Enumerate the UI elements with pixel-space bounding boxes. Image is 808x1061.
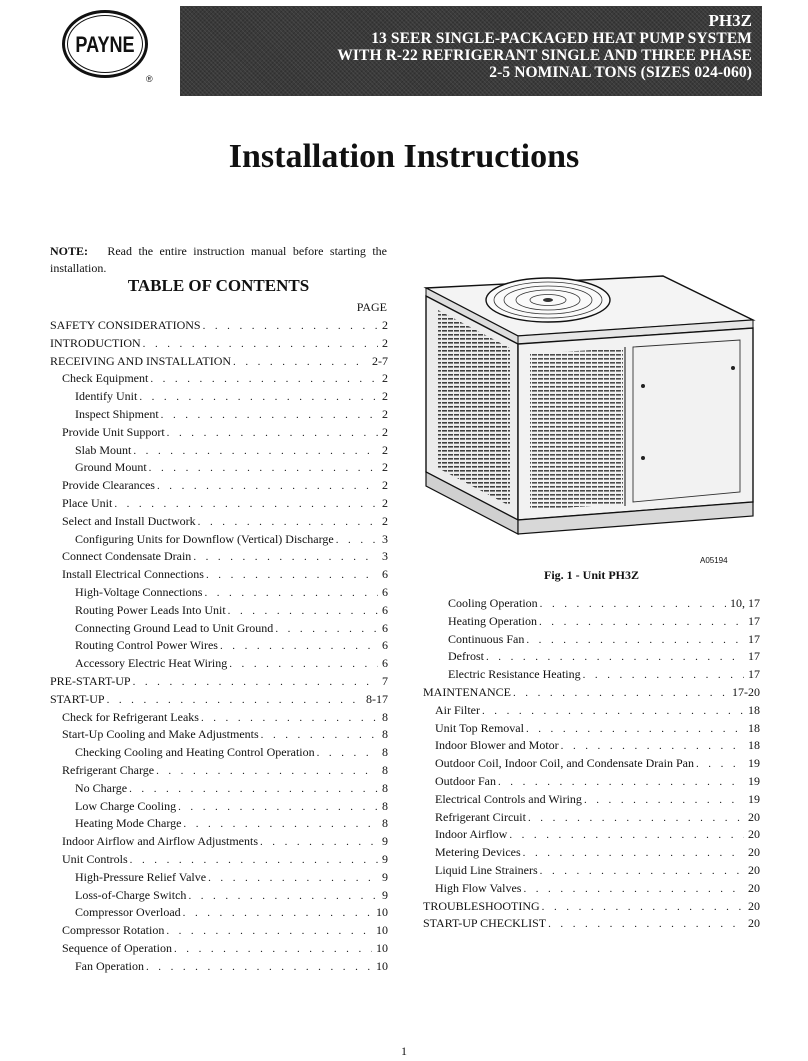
toc-dot-leader	[133, 676, 378, 688]
toc-dot-leader	[233, 356, 368, 368]
toc-entry-label: Refrigerant Circuit	[435, 809, 526, 824]
toc-entry-page: 8	[382, 709, 388, 724]
document-title: Installation Instructions	[228, 138, 580, 175]
toc-entry-page: 2	[382, 442, 388, 457]
toc-entry-page: 8	[382, 798, 388, 813]
toc-entry-label: Electric Resistance Heating	[448, 667, 581, 682]
toc-entry-high-pressure-relief-valve[interactable]	[50, 870, 388, 888]
toc-entry-page: 17	[748, 631, 760, 646]
toc-entry-check-for-refrigerant-leaks[interactable]	[50, 710, 388, 728]
toc-dot-leader	[548, 918, 744, 930]
toc-entry-unit-controls[interactable]	[50, 852, 388, 870]
toc-dot-leader	[156, 765, 378, 777]
toc-entry-label: Connect Condensate Drain	[62, 549, 192, 564]
toc-dot-leader	[482, 705, 744, 717]
toc-entry-label: Check for Refrigerant Leaks	[62, 709, 199, 724]
toc-entry-outdoor-coil-indoor-coil-and-condensate-drain-pan[interactable]	[423, 756, 760, 774]
toc-entry-label: Metering Devices	[435, 845, 521, 860]
product-banner	[180, 6, 762, 96]
toc-entry-install-electrical-connections[interactable]	[50, 567, 388, 585]
toc-dot-leader	[167, 427, 378, 439]
toc-dot-leader	[107, 694, 362, 706]
toc-entry-heating-mode-charge[interactable]	[50, 816, 388, 834]
toc-entry-page: 8	[382, 780, 388, 795]
toc-dot-leader	[540, 865, 744, 877]
toc-dot-leader	[114, 498, 378, 510]
toc-entry-unit-top-removal[interactable]	[423, 721, 760, 739]
toc-entry-connect-condensate-drain[interactable]	[50, 549, 388, 567]
toc-entry-continuous-fan[interactable]	[423, 632, 760, 650]
toc-entry-indoor-airflow-and-airflow-adjustments[interactable]	[50, 834, 388, 852]
toc-entry-page: 10	[376, 958, 388, 973]
toc-entry-outdoor-fan[interactable]	[423, 774, 760, 792]
toc-entry-start-up[interactable]	[50, 692, 388, 710]
toc-entry-page: 20	[748, 845, 760, 860]
toc-entry-page: 2	[382, 495, 388, 510]
toc-entry-page: 8	[382, 762, 388, 777]
toc-entry-label: High Flow Valves	[435, 880, 522, 895]
toc-entry-page: 2	[382, 389, 388, 404]
toc-entry-heating-operation[interactable]	[423, 614, 760, 632]
banner-line-3: 2-5 NOMINAL TONS (SIZES 024-060)	[489, 64, 752, 81]
toc-entry-pre-start-up[interactable]	[50, 674, 388, 692]
toc-entry-check-equipment[interactable]	[50, 371, 388, 389]
toc-dot-leader	[139, 391, 378, 403]
toc-entry-label: Heating Operation	[448, 613, 537, 628]
toc-entry-page: 2	[382, 318, 388, 332]
toc-entry-label: Refrigerant Charge	[62, 762, 155, 777]
toc-entry-page: 2-7	[372, 353, 388, 368]
toc-dot-leader	[183, 818, 378, 830]
toc-entry-label: PRE-START-UP	[50, 673, 131, 688]
toc-entry-loss-of-charge-switch[interactable]	[50, 888, 388, 906]
toc-entry-receiving-and-installation[interactable]	[50, 354, 388, 372]
toc-entry-accessory-electric-heat-wiring[interactable]	[50, 656, 388, 674]
toc-entry-compressor-rotation[interactable]	[50, 923, 388, 941]
toc-entry-inspect-shipment[interactable]	[50, 407, 388, 425]
toc-entry-label: SAFETY CONSIDERATIONS	[50, 318, 201, 332]
toc-entry-start-up-cooling-and-make-adjustments[interactable]	[50, 727, 388, 745]
toc-entry-page: 2	[382, 424, 388, 439]
toc-entry-page: 8	[382, 745, 388, 760]
toc-entry-label: Liquid Line Strainers	[435, 862, 538, 877]
toc-entry-label: Unit Top Removal	[435, 720, 524, 735]
toc-entry-start-up-checklist[interactable]	[423, 916, 760, 934]
toc-entry-no-charge[interactable]	[50, 781, 388, 799]
toc-dot-leader	[539, 616, 744, 628]
toc-entry-page: 6	[382, 602, 388, 617]
banner-line-2: WITH R-22 REFRIGERANT SINGLE AND THREE PHASE	[337, 47, 752, 64]
toc-entry-page: 19	[748, 756, 760, 771]
toc-entry-page: 17	[748, 667, 760, 682]
toc-dot-leader	[133, 445, 378, 457]
toc-entry-label: High-Voltage Connections	[75, 584, 203, 599]
toc-dot-leader	[204, 587, 378, 599]
toc-entry-low-charge-cooling[interactable]	[50, 799, 388, 817]
toc-entry-page: 17-20	[732, 684, 760, 699]
toc-entry-label: Check Equipment	[62, 371, 149, 386]
toc-dot-leader	[203, 320, 378, 332]
toc-dot-leader	[336, 534, 378, 546]
toc-entry-page: 2	[382, 371, 388, 386]
toc-dot-leader	[583, 669, 744, 681]
model-number: PH3Z	[708, 11, 752, 30]
toc-entry-label: Start-Up Cooling and Make Adjustments	[62, 727, 259, 742]
toc-dot-leader	[183, 907, 372, 919]
toc-entry-page: 9	[382, 887, 388, 902]
note-text: Read the entire instruction manual before starting the installation.	[50, 244, 387, 275]
toc-dot-leader	[229, 658, 378, 670]
toc-entry-page: 3	[382, 531, 388, 546]
toc-heading: TABLE OF CONTENTS	[127, 276, 310, 295]
toc-entry-page: 6	[382, 620, 388, 635]
toc-entry-routing-power-leads-into-unit[interactable]	[50, 603, 388, 621]
toc-entry-indoor-blower-and-motor[interactable]	[423, 738, 760, 756]
toc-dot-leader	[206, 569, 378, 581]
toc-entry-page: 20	[748, 898, 760, 913]
toc-entry-label: High-Pressure Relief Valve	[75, 869, 207, 884]
toc-entry-page: 2	[382, 335, 388, 350]
toc-entry-page: 7	[382, 673, 388, 688]
toc-entry-indoor-airflow[interactable]	[423, 827, 760, 845]
toc-dot-leader	[317, 747, 378, 759]
toc-entry-label: Indoor Airflow	[435, 827, 508, 842]
toc-entry-label: Provide Unit Support	[62, 424, 165, 439]
toc-entry-identify-unit[interactable]	[50, 389, 388, 407]
unit-illustration	[418, 258, 766, 558]
toc-entry-page: 8	[382, 816, 388, 831]
toc-entry-label: Provide Clearances	[62, 478, 155, 493]
toc-page-column-label: PAGE	[356, 300, 387, 314]
toc-entry-page: 2	[382, 478, 388, 493]
toc-entry-label: Cooling Operation	[448, 596, 538, 610]
toc-entry-label: MAINTENANCE	[423, 684, 511, 699]
toc-entry-page: 18	[748, 702, 760, 717]
toc-entry-label: Air Filter	[435, 702, 480, 717]
toc-entry-introduction[interactable]	[50, 336, 388, 354]
toc-entry-page: 6	[382, 656, 388, 671]
toc-dot-leader	[542, 901, 744, 913]
toc-entry-provide-clearances[interactable]	[50, 478, 388, 496]
toc-entry-label: Electrical Controls and Wiring	[435, 791, 582, 806]
toc-entry-label: Ground Mount	[75, 460, 147, 475]
toc-entry-label: Unit Controls	[62, 851, 128, 866]
toc-entry-label: Low Charge Cooling	[75, 798, 177, 813]
toc-entry-label: Outdoor Coil, Indoor Coil, and Condensate Drain Pan	[435, 756, 694, 771]
toc-entry-label: Compressor Rotation	[62, 923, 165, 938]
toc-dot-leader	[561, 740, 744, 752]
toc-entry-page: 2	[382, 406, 388, 421]
toc-entry-label: Install Electrical Connections	[62, 567, 204, 582]
heat-pump-unit-drawing	[418, 258, 766, 558]
toc-entry-checking-cooling-and-heating-control-operation[interactable]	[50, 745, 388, 763]
toc-entry-page: 10	[376, 923, 388, 938]
toc-entry-compressor-overload[interactable]	[50, 905, 388, 923]
toc-entry-safety-considerations[interactable]	[50, 318, 388, 336]
toc-entry-label: Select and Install Ductwork	[62, 513, 196, 528]
toc-right-column	[423, 596, 760, 934]
toc-entry-page: 6	[382, 567, 388, 582]
toc-entry-page: 8	[382, 727, 388, 742]
toc-entry-label: Inspect Shipment	[75, 406, 159, 421]
toc-entry-page: 10, 17	[730, 596, 760, 610]
toc-entry-page: 10	[376, 940, 388, 955]
toc-entry-air-filter[interactable]	[423, 703, 760, 721]
toc-entry-routing-control-power-wires[interactable]	[50, 638, 388, 656]
toc-entry-page: 19	[748, 791, 760, 806]
toc-dot-leader	[526, 634, 744, 646]
toc-dot-leader	[528, 812, 744, 824]
toc-dot-leader	[166, 925, 372, 937]
toc-dot-leader	[486, 651, 744, 663]
toc-entry-label: Routing Control Power Wires	[75, 638, 218, 653]
toc-entry-label: Defrost	[448, 649, 484, 664]
toc-dot-leader	[188, 890, 378, 902]
toc-entry-select-and-install-ductwork[interactable]	[50, 514, 388, 532]
toc-dot-leader	[526, 723, 744, 735]
toc-entry-high-flow-valves[interactable]	[423, 881, 760, 899]
toc-dot-leader	[260, 836, 378, 848]
note	[50, 243, 387, 277]
toc-entry-label: Heating Mode Charge	[75, 816, 182, 831]
toc-entry-label: Indoor Blower and Motor	[435, 738, 559, 753]
figure-id: A05194	[700, 556, 728, 565]
toc-entry-configuring-units-for-downflow-vertical-discharge[interactable]	[50, 532, 388, 550]
toc-entry-page: 9	[382, 869, 388, 884]
toc-dot-leader	[198, 516, 378, 528]
toc-dot-leader	[540, 598, 726, 610]
toc-dot-leader	[146, 961, 372, 973]
toc-entry-liquid-line-strainers[interactable]	[423, 863, 760, 881]
toc-entry-label: Place Unit	[62, 495, 113, 510]
toc-entry-page: 20	[748, 862, 760, 877]
toc-entry-label: Outdoor Fan	[435, 773, 496, 788]
toc-entry-label: START-UP	[50, 691, 105, 706]
toc-entry-label: Sequence of Operation	[62, 940, 172, 955]
toc-entry-cooling-operation[interactable]	[423, 596, 760, 614]
toc-dot-leader	[161, 409, 378, 421]
toc-entry-page: 20	[748, 880, 760, 895]
toc-dot-leader	[157, 480, 378, 492]
brand-name: PAYNE	[75, 32, 135, 57]
registered-mark: ®	[146, 74, 153, 84]
toc-dot-leader	[201, 712, 378, 724]
toc-dot-leader	[130, 854, 378, 866]
toc-entry-label: INTRODUCTION	[50, 335, 141, 350]
toc-entry-page: 9	[382, 851, 388, 866]
toc-entry-label: Indoor Airflow and Airflow Adjustments	[62, 834, 258, 849]
toc-entry-label: Configuring Units for Downflow (Vertical) Discharge	[75, 531, 334, 546]
toc-entry-page: 9	[382, 834, 388, 849]
toc-entry-metering-devices[interactable]	[423, 845, 760, 863]
toc-dot-leader	[523, 847, 744, 859]
toc-dot-leader	[150, 373, 378, 385]
toc-entry-defrost[interactable]	[423, 649, 760, 667]
toc-entry-page: 17	[748, 649, 760, 664]
toc-entry-maintenance[interactable]	[423, 685, 760, 703]
toc-entry-page: 2	[382, 460, 388, 475]
toc-entry-page: 3	[382, 549, 388, 564]
toc-entry-sequence-of-operation[interactable]	[50, 941, 388, 959]
toc-dot-leader	[174, 943, 372, 955]
toc-entry-page: 2	[382, 513, 388, 528]
toc-dot-leader	[220, 640, 378, 652]
toc-entry-page: 6	[382, 638, 388, 653]
toc-entry-page: 20	[748, 916, 760, 931]
toc-entry-high-voltage-connections[interactable]	[50, 585, 388, 603]
toc-dot-leader	[523, 883, 744, 895]
toc-entry-label: Checking Cooling and Heating Control Operation	[75, 745, 315, 760]
toc-entry-refrigerant-circuit[interactable]	[423, 810, 760, 828]
toc-dot-leader	[193, 551, 378, 563]
toc-entry-page: 10	[376, 905, 388, 920]
toc-entry-electrical-controls-and-wiring[interactable]	[423, 792, 760, 810]
toc-entry-label: No Charge	[75, 780, 128, 795]
toc-entry-label: RECEIVING AND INSTALLATION	[50, 353, 232, 368]
toc-entry-label: TROUBLESHOOTING	[423, 898, 540, 913]
toc-dot-leader	[228, 605, 378, 617]
page-number: 1	[401, 1044, 407, 1058]
toc-entry-troubleshooting[interactable]	[423, 899, 760, 917]
toc-entry-refrigerant-charge[interactable]	[50, 763, 388, 781]
note-label: NOTE:	[50, 244, 89, 258]
toc-entry-label: Continuous Fan	[448, 631, 525, 646]
toc-entry-fan-operation[interactable]	[50, 959, 388, 977]
toc-entry-label: Accessory Electric Heat Wiring	[75, 656, 228, 671]
toc-entry-page: 6	[382, 584, 388, 599]
toc-entry-page: 8-17	[366, 691, 388, 706]
figure-caption: Fig. 1 - Unit PH3Z	[544, 568, 639, 582]
toc-entry-ground-mount[interactable]	[50, 460, 388, 478]
toc-dot-leader	[261, 729, 378, 741]
toc-entry-page: 17	[748, 613, 760, 628]
banner-line-1: 13 SEER SINGLE-PACKAGED HEAT PUMP SYSTEM	[371, 30, 752, 47]
toc-entry-label: Identify Unit	[75, 389, 138, 404]
toc-entry-slab-mount[interactable]	[50, 443, 388, 461]
toc-dot-leader	[129, 783, 378, 795]
toc-entry-provide-unit-support[interactable]	[50, 425, 388, 443]
toc-dot-leader	[275, 623, 378, 635]
toc-dot-leader	[498, 776, 744, 788]
toc-dot-leader	[513, 687, 728, 699]
toc-entry-page: 18	[748, 720, 760, 735]
toc-entry-electric-resistance-heating[interactable]	[423, 667, 760, 685]
payne-logo	[62, 10, 158, 84]
toc-entry-page: 20	[748, 827, 760, 842]
toc-entry-label: Routing Power Leads Into Unit	[75, 602, 226, 617]
toc-entry-label: Connecting Ground Lead to Unit Ground	[75, 620, 274, 635]
toc-entry-label: Loss-of-Charge Switch	[75, 887, 187, 902]
toc-entry-label: START-UP CHECKLIST	[423, 916, 547, 931]
toc-entry-page: 19	[748, 773, 760, 788]
toc-entry-label: Fan Operation	[75, 958, 144, 973]
toc-entry-connecting-ground-lead-to-unit-ground[interactable]	[50, 621, 388, 639]
toc-left-column	[50, 318, 388, 976]
toc-dot-leader	[149, 462, 378, 474]
toc-dot-leader	[584, 794, 744, 806]
toc-entry-label: Slab Mount	[75, 442, 132, 457]
toc-dot-leader	[509, 829, 744, 841]
toc-entry-page: 18	[748, 738, 760, 753]
toc-dot-leader	[208, 872, 378, 884]
toc-entry-place-unit[interactable]	[50, 496, 388, 514]
toc-dot-leader	[143, 338, 378, 350]
toc-entry-page: 20	[748, 809, 760, 824]
toc-entry-label: Compressor Overload	[75, 905, 181, 920]
toc-dot-leader	[178, 801, 378, 813]
toc-dot-leader	[696, 758, 744, 770]
